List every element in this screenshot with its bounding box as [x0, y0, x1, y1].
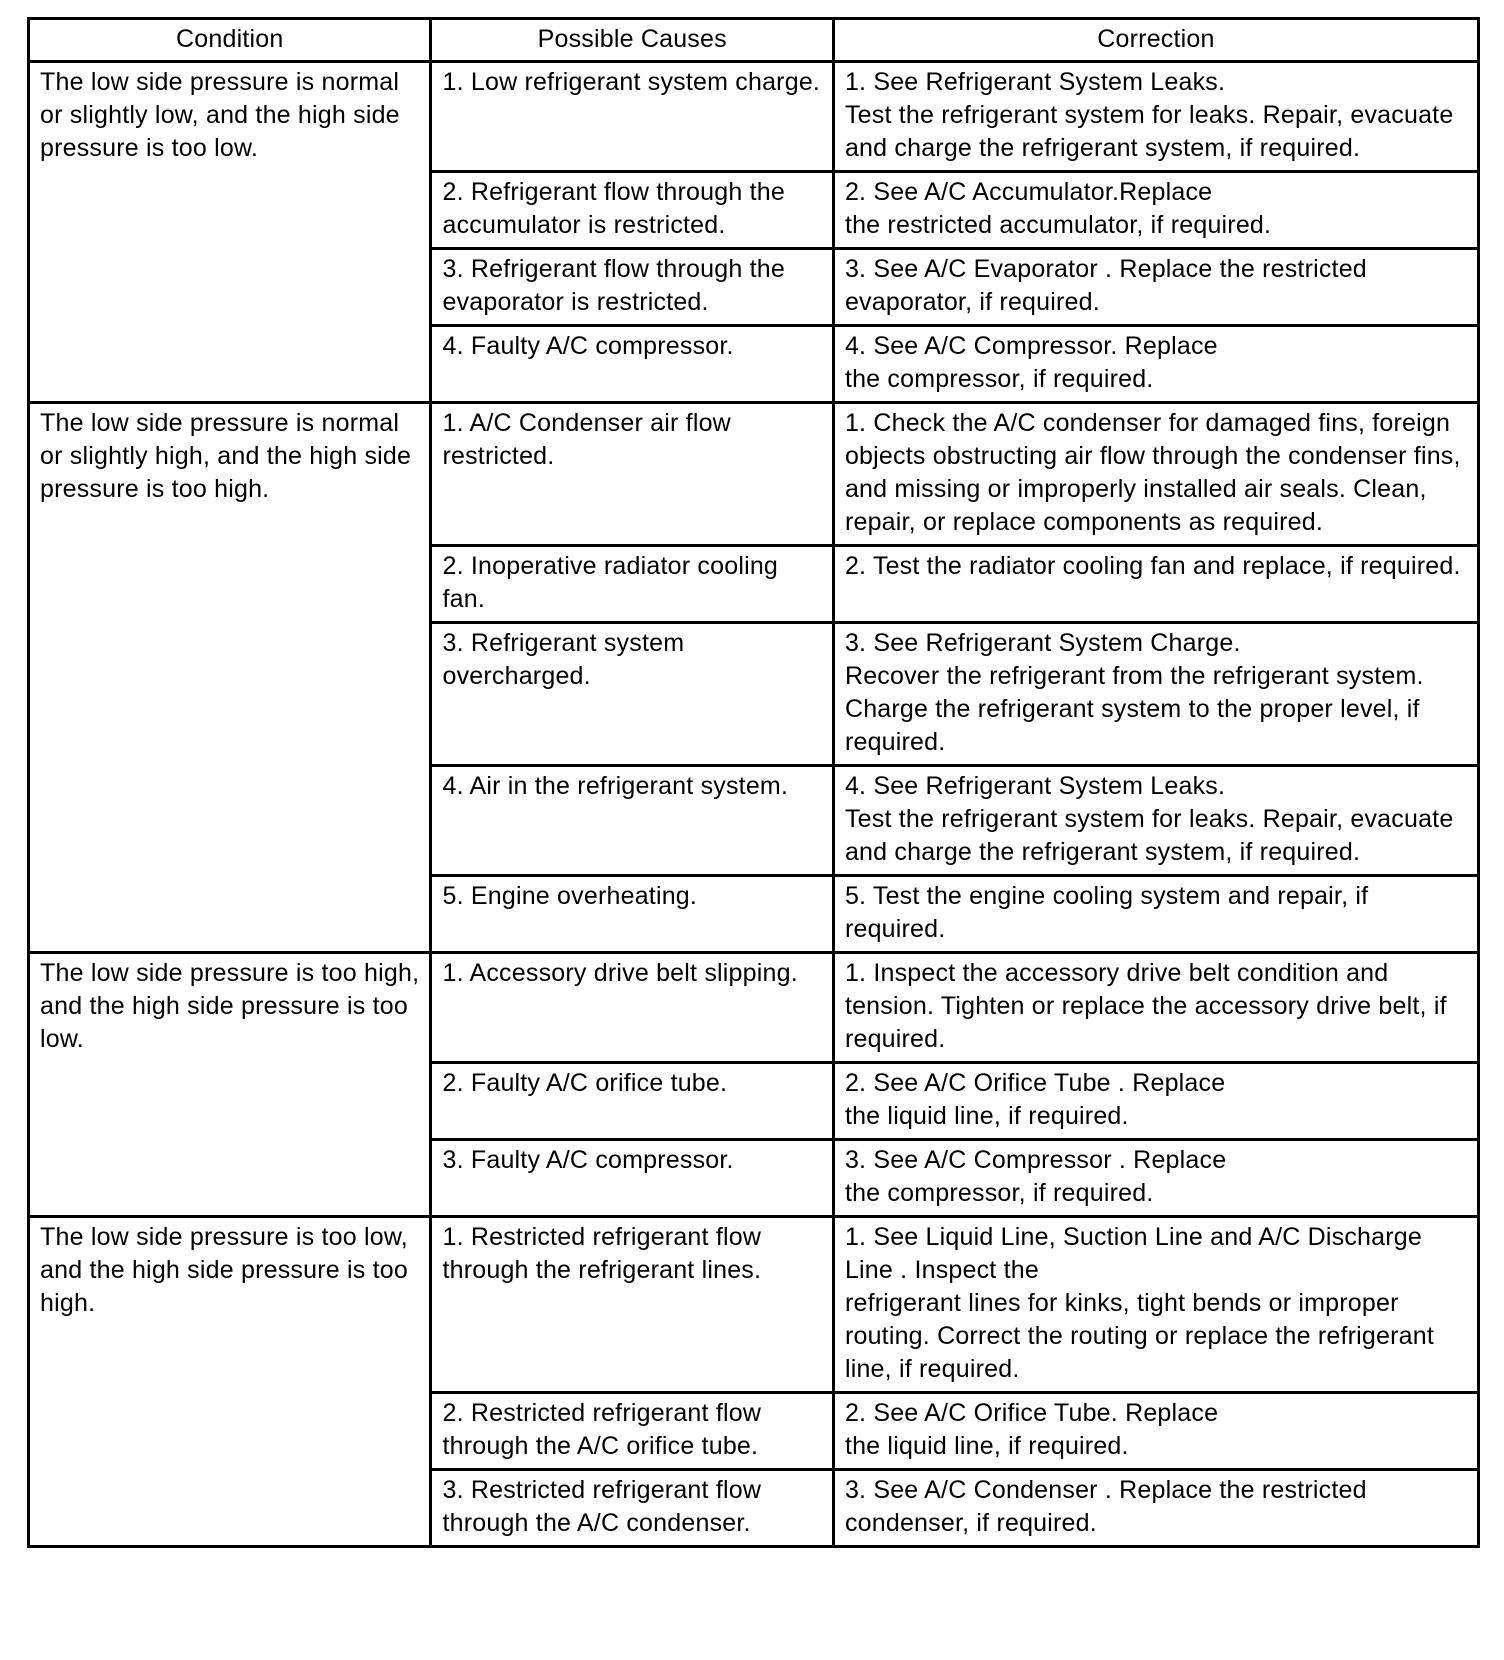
- correction-line: Recover the refrigerant from the refrigerant system. Charge the refrigerant system to the proper level, if required.: [844, 662, 1424, 756]
- correction-cell: [833, 1140, 1478, 1217]
- correction-line: refrigerant lines for kinks, tight bends or improper routing. Correct the routing or replace the refrigerant line, if required.: [844, 1289, 1435, 1383]
- correction-cell: [833, 172, 1478, 249]
- cause-cell: 1. Accessory drive belt slipping.: [431, 953, 833, 1063]
- correction-line: 4. See Refrigerant System Leaks.: [844, 772, 1226, 800]
- cause-cell: 3. Refrigerant system overcharged.: [431, 623, 833, 766]
- correction-line: 1. Check the A/C condenser for damaged fins, foreign objects obstructing air flow through the condenser fins, and missing or improperly installed air seals. Clean, repair, or replace components as required.: [844, 409, 1461, 536]
- condition-cell: The low side pressure is too low, and the high side pressure is too high.: [29, 1217, 431, 1547]
- correction-cell: [833, 1217, 1478, 1393]
- correction-line: 5. Test the engine cooling system and repair, if required.: [844, 882, 1369, 943]
- correction-line: the liquid line, if required.: [844, 1432, 1129, 1460]
- correction-line: 2. Test the radiator cooling fan and replace, if required.: [844, 552, 1461, 580]
- correction-line: 1. See Refrigerant System Leaks.: [844, 68, 1226, 96]
- condition-cell: The low side pressure is too high, and the high side pressure is too low.: [29, 953, 431, 1217]
- correction-cell: [833, 1470, 1478, 1547]
- correction-line: 3. See A/C Compressor . Replace: [844, 1146, 1227, 1174]
- correction-cell: [833, 403, 1478, 546]
- cause-cell: 5. Engine overheating.: [431, 876, 833, 953]
- header-possible-causes: Possible Causes: [431, 19, 833, 62]
- correction-line: Test the refrigerant system for leaks. Repair, evacuate and charge the refrigerant system, if required.: [844, 101, 1454, 162]
- correction-cell: [833, 546, 1478, 623]
- cause-cell: 1. Restricted refrigerant flow through the refrigerant lines.: [431, 1217, 833, 1393]
- header-condition: Condition: [29, 19, 431, 62]
- correction-line: 3. See A/C Condenser . Replace the restricted condenser, if required.: [844, 1476, 1367, 1537]
- header-row: [29, 19, 1479, 62]
- cause-cell: 2. Inoperative radiator cooling fan.: [431, 546, 833, 623]
- correction-cell: [833, 876, 1478, 953]
- cause-cell: 3. Faulty A/C compressor.: [431, 1140, 833, 1217]
- cause-cell: 4. Air in the refrigerant system.: [431, 766, 833, 876]
- condition-cell: The low side pressure is normal or slightly high, and the high side pressure is too high.: [29, 403, 431, 953]
- cause-cell: 2. Refrigerant flow through the accumulator is restricted.: [431, 172, 833, 249]
- cause-cell: 1. A/C Condenser air flow restricted.: [431, 403, 833, 546]
- diagnostic-table: [27, 17, 1480, 1548]
- correction-cell: [833, 326, 1478, 403]
- correction-line: 1. Inspect the accessory drive belt condition and tension. Tighten or replace the accessory drive belt, if required.: [844, 959, 1447, 1053]
- table-row: [29, 403, 1479, 546]
- correction-line: 3. See A/C Evaporator . Replace the restricted evaporator, if required.: [844, 255, 1367, 316]
- table-body: [29, 62, 1479, 1547]
- cause-cell: 4. Faulty A/C compressor.: [431, 326, 833, 403]
- correction-cell: [833, 249, 1478, 326]
- correction-line: 2. See A/C Accumulator.Replace: [844, 178, 1213, 206]
- correction-cell: [833, 1063, 1478, 1140]
- table-row: [29, 1217, 1479, 1393]
- table-row: [29, 953, 1479, 1063]
- table-row: [29, 62, 1479, 172]
- correction-line: the liquid line, if required.: [844, 1102, 1129, 1130]
- cause-cell: 3. Refrigerant flow through the evaporator is restricted.: [431, 249, 833, 326]
- correction-line: the compressor, if required.: [844, 1179, 1154, 1207]
- correction-line: 4. See A/C Compressor. Replace: [844, 332, 1218, 360]
- correction-cell: [833, 953, 1478, 1063]
- correction-cell: [833, 623, 1478, 766]
- correction-cell: [833, 62, 1478, 172]
- correction-line: 1. See Liquid Line, Suction Line and A/C Discharge Line . Inspect the: [844, 1223, 1422, 1284]
- header-correction: Correction: [833, 19, 1478, 62]
- cause-cell: 3. Restricted refrigerant flow through the A/C condenser.: [431, 1470, 833, 1547]
- cause-cell: 1. Low refrigerant system charge.: [431, 62, 833, 172]
- correction-line: the compressor, if required.: [844, 365, 1154, 393]
- correction-cell: [833, 766, 1478, 876]
- correction-line: the restricted accumulator, if required.: [844, 211, 1272, 239]
- correction-line: 3. See Refrigerant System Charge.: [844, 629, 1241, 657]
- cause-cell: 2. Restricted refrigerant flow through the A/C orifice tube.: [431, 1393, 833, 1470]
- correction-line: 2. See A/C Orifice Tube . Replace: [844, 1069, 1226, 1097]
- correction-line: 2. See A/C Orifice Tube. Replace: [844, 1399, 1219, 1427]
- cause-cell: 2. Faulty A/C orifice tube.: [431, 1063, 833, 1140]
- correction-cell: [833, 1393, 1478, 1470]
- condition-cell: The low side pressure is normal or slightly low, and the high side pressure is too low.: [29, 62, 431, 403]
- correction-line: Test the refrigerant system for leaks. Repair, evacuate and charge the refrigerant system, if required.: [844, 805, 1454, 866]
